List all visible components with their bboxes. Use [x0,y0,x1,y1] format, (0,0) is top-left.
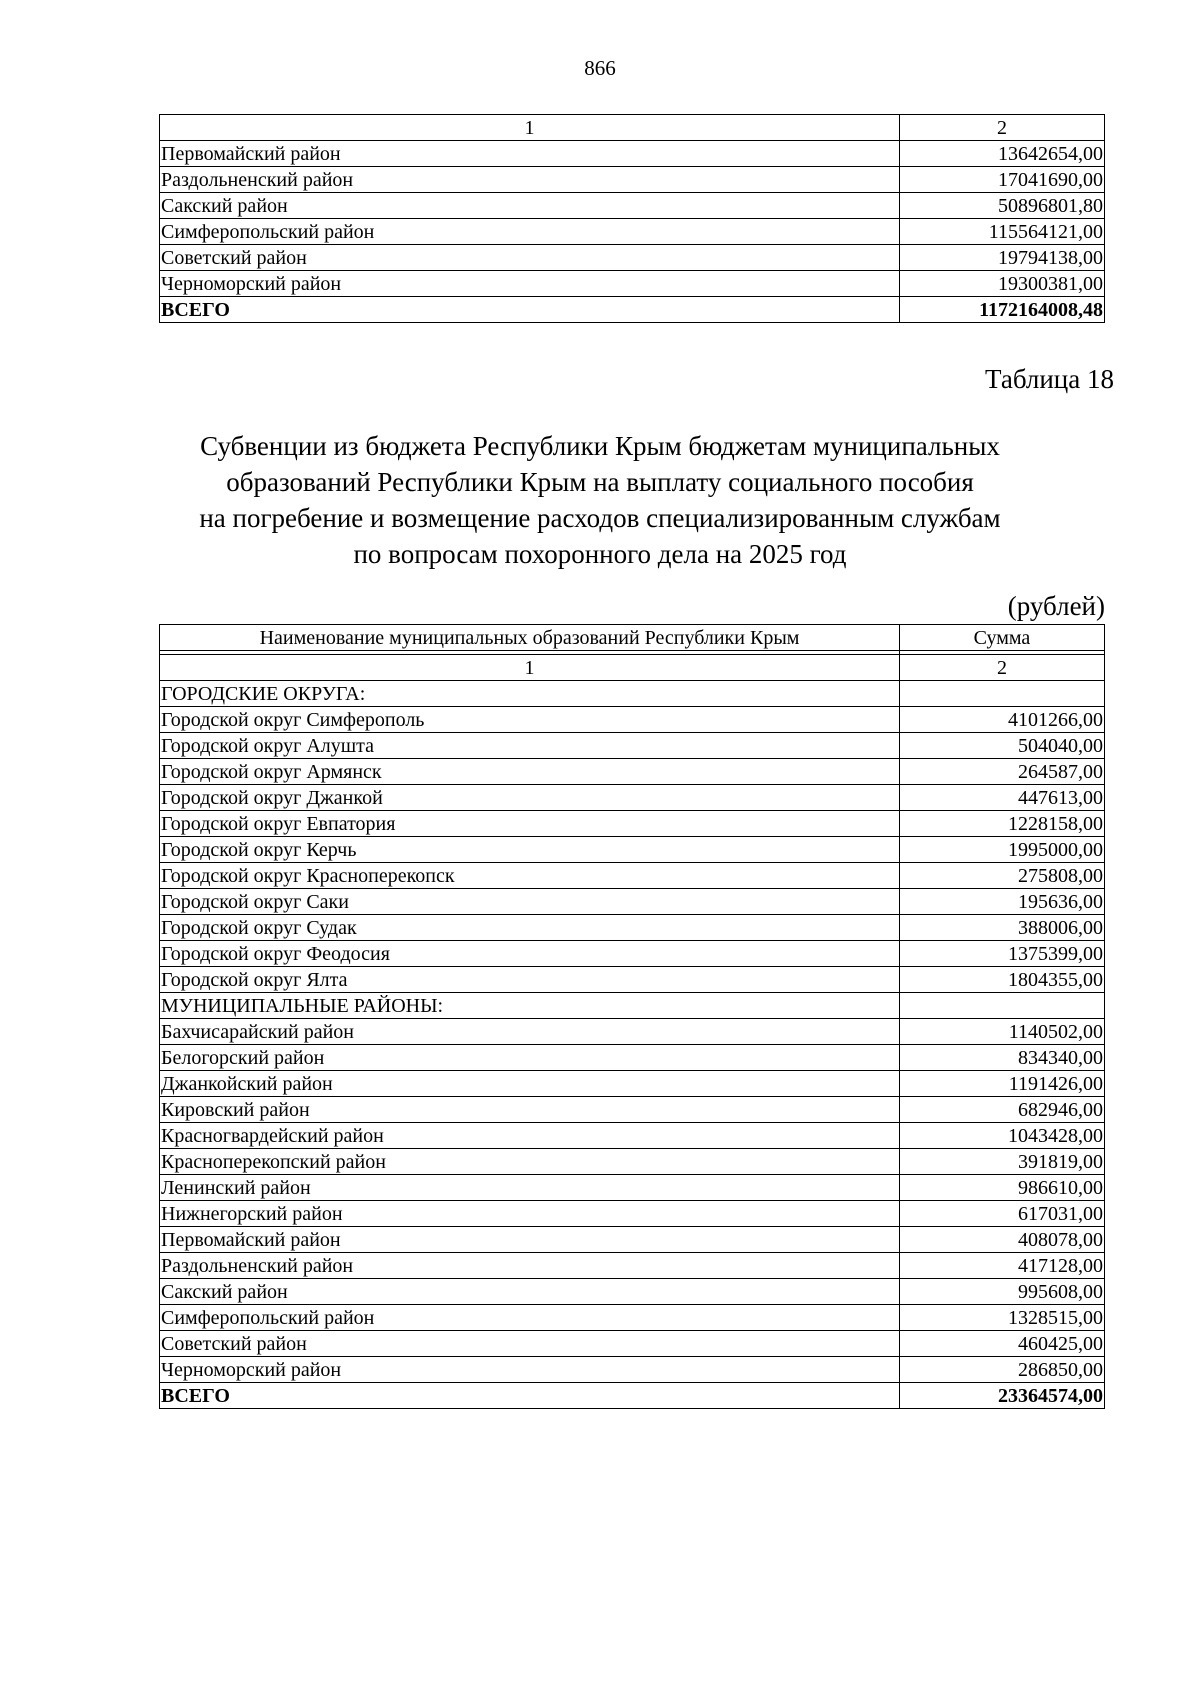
table-row [160,1331,1105,1357]
header-sum-column: Сумма [900,625,1105,651]
table-row [160,863,1105,889]
empty-cell [900,681,1105,707]
municipality-name: Первомайский район [160,1227,900,1253]
table-row [160,967,1105,993]
municipality-name: Сакский район [160,193,900,219]
table-row [160,1045,1105,1071]
table-row [160,167,1105,193]
municipality-name: Городской округ Керчь [160,837,900,863]
amount: 417128,00 [900,1253,1105,1279]
municipality-name: Симферопольский район [160,219,900,245]
table-label: Таблица 18 [985,364,1114,394]
section-heading: МУНИЦИПАЛЬНЫЕ РАЙОНЫ: [160,993,900,1019]
total-amount: 1172164008,48 [900,297,1105,323]
table-row [160,1227,1105,1253]
table-row [160,915,1105,941]
amount: 834340,00 [900,1045,1105,1071]
amount: 1375399,00 [900,941,1105,967]
document-title [0,428,1200,572]
total-label: ВСЕГО [160,297,900,323]
table-row [160,245,1105,271]
total-label: ВСЕГО [160,1383,900,1409]
amount: 504040,00 [900,733,1105,759]
municipality-name: Симферопольский район [160,1305,900,1331]
title-line: по вопросам похоронного дела на 2025 год [353,539,847,569]
amount: 195636,00 [900,889,1105,915]
amount: 460425,00 [900,1331,1105,1357]
amount: 1328515,00 [900,1305,1105,1331]
municipality-name: Советский район [160,1331,900,1357]
municipality-name: Нижнегорский район [160,1201,900,1227]
table-row [160,889,1105,915]
municipality-name: Ленинский район [160,1175,900,1201]
amount: 391819,00 [900,1149,1105,1175]
table-row [160,811,1105,837]
previous-table-body [160,115,1105,323]
amount: 1804355,00 [900,967,1105,993]
unit-label: (рублей) [1007,591,1105,621]
amount: 4101266,00 [900,707,1105,733]
amount: 986610,00 [900,1175,1105,1201]
subsidy-table-body [160,681,1105,1409]
municipality-name: Раздольненский район [160,167,900,193]
header-row [160,625,1105,651]
table-row [160,1357,1105,1383]
table-row [160,1071,1105,1097]
municipality-name: Бахчисарайский район [160,1019,900,1045]
header-name-column: Наименование муниципальных образований Республики Крым [160,625,900,651]
amount: 275808,00 [900,863,1105,889]
table-row [160,1019,1105,1045]
section-heading-row [160,681,1105,707]
title-line: на погребение и возмещение расходов специализированным службам [199,503,1001,533]
amount: 19300381,00 [900,271,1105,297]
municipality-name: Белогорский район [160,1045,900,1071]
table-row [160,219,1105,245]
amount: 447613,00 [900,785,1105,811]
column-number-row [160,115,1105,141]
municipality-name: Городской округ Симферополь [160,707,900,733]
amount: 13642654,00 [900,141,1105,167]
table-row [160,759,1105,785]
column-number-1: 1 [160,115,900,141]
total-amount: 23364574,00 [900,1383,1105,1409]
table-row [160,193,1105,219]
total-row [160,1383,1105,1409]
table-row [160,941,1105,967]
amount: 286850,00 [900,1357,1105,1383]
municipality-name: Городской округ Ялта [160,967,900,993]
page-number: 866 [584,56,616,80]
municipality-name: Городской округ Алушта [160,733,900,759]
municipality-name: Городской округ Судак [160,915,900,941]
amount: 617031,00 [900,1201,1105,1227]
municipality-name: Городской округ Евпатория [160,811,900,837]
table-row [160,707,1105,733]
municipality-name: Черноморский район [160,271,900,297]
municipality-name: Городской округ Джанкой [160,785,900,811]
amount: 50896801,80 [900,193,1105,219]
section-heading-row [160,993,1105,1019]
municipality-name: Джанкойский район [160,1071,900,1097]
column-number-row [160,655,1105,681]
amount: 17041690,00 [900,167,1105,193]
amount: 1140502,00 [900,1019,1105,1045]
table-row [160,837,1105,863]
table-row [160,141,1105,167]
amount: 388006,00 [900,915,1105,941]
municipality-name: Городской округ Феодосия [160,941,900,967]
column-number-2: 2 [900,115,1105,141]
amount: 115564121,00 [900,219,1105,245]
table-row [160,733,1105,759]
table-row [160,785,1105,811]
table-row [160,1175,1105,1201]
municipality-name: Красноперекопский район [160,1149,900,1175]
table-row [160,271,1105,297]
amount: 995608,00 [900,1279,1105,1305]
table-row [160,1279,1105,1305]
column-number-1: 1 [160,655,900,681]
municipality-name: Красногвардейский район [160,1123,900,1149]
previous-table-continuation [159,114,1105,323]
municipality-name: Советский район [160,245,900,271]
table-row [160,1253,1105,1279]
column-number-2: 2 [900,655,1105,681]
amount: 19794138,00 [900,245,1105,271]
municipality-name: Кировский район [160,1097,900,1123]
amount: 408078,00 [900,1227,1105,1253]
table-row [160,1123,1105,1149]
subsidy-table-header [160,625,1105,681]
amount: 1995000,00 [900,837,1105,863]
amount: 264587,00 [900,759,1105,785]
table-row [160,1097,1105,1123]
empty-cell [900,993,1105,1019]
title-line: Субвенции из бюджета Республики Крым бюджетам муниципальных [200,431,1000,461]
total-row [160,297,1105,323]
subsidy-table [159,624,1105,1409]
municipality-name: Черноморский район [160,1357,900,1383]
municipality-name: Городской округ Красноперекопск [160,863,900,889]
municipality-name: Раздольненский район [160,1253,900,1279]
municipality-name: Сакский район [160,1279,900,1305]
amount: 1228158,00 [900,811,1105,837]
title-line: образований Республики Крым на выплату социального пособия [226,467,974,497]
municipality-name: Городской округ Саки [160,889,900,915]
amount: 1191426,00 [900,1071,1105,1097]
table-row [160,1149,1105,1175]
table-row [160,1305,1105,1331]
municipality-name: Первомайский район [160,141,900,167]
section-heading: ГОРОДСКИЕ ОКРУГА: [160,681,900,707]
amount: 682946,00 [900,1097,1105,1123]
table-row [160,1201,1105,1227]
municipality-name: Городской округ Армянск [160,759,900,785]
amount: 1043428,00 [900,1123,1105,1149]
